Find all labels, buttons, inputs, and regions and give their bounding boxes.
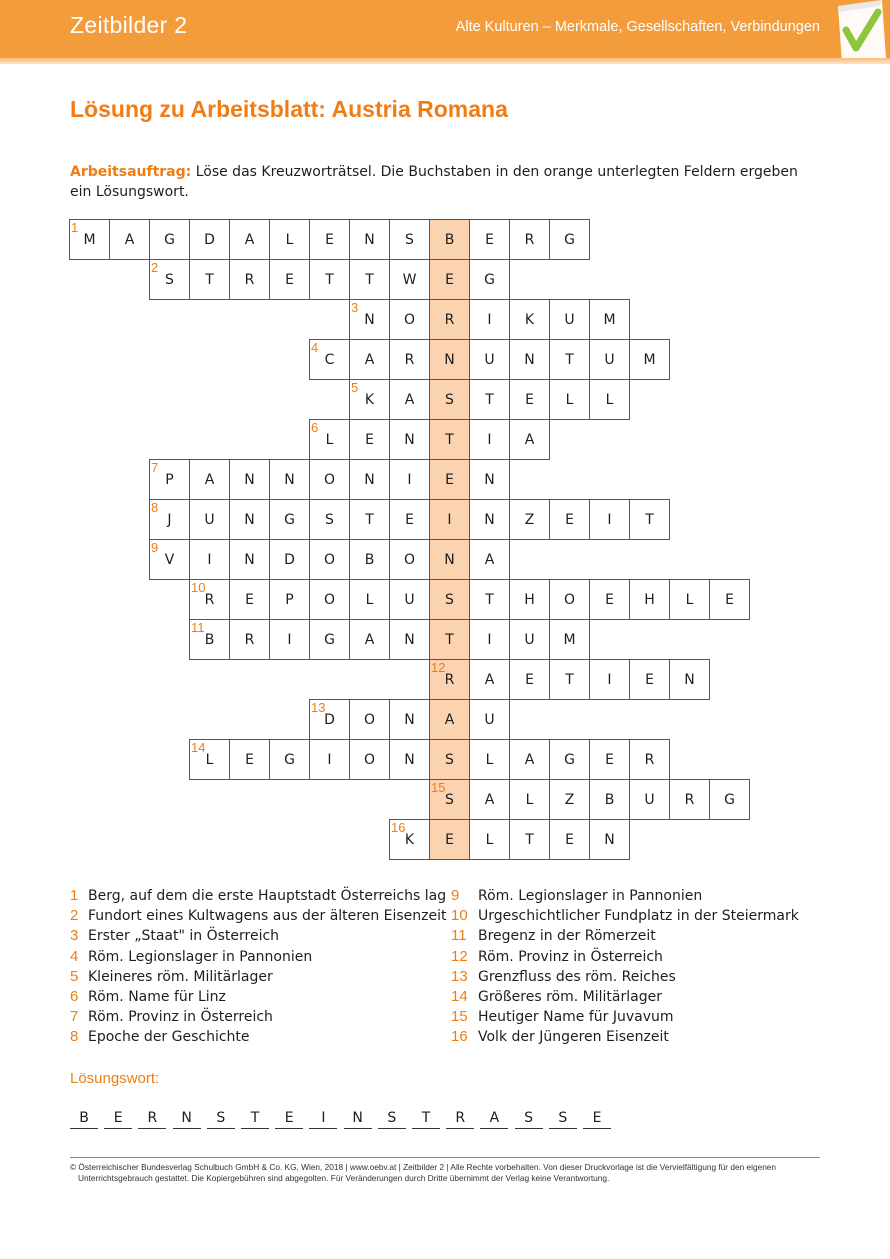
crossword-cell: R	[629, 739, 670, 780]
crossword-cell: E	[549, 819, 590, 860]
crossword-cell: R	[669, 779, 710, 820]
crossword-clue-number: 14	[191, 740, 206, 755]
solution-letter: B	[70, 1108, 98, 1129]
crossword-cell: E	[429, 259, 470, 300]
crossword-cell: N	[429, 539, 470, 580]
crossword-cell: K	[509, 299, 550, 340]
crossword-cell: S	[389, 219, 430, 260]
clue-number: 10	[451, 907, 468, 925]
crossword-cell: B	[189, 619, 230, 660]
task-label: Arbeitsauftrag:	[70, 164, 192, 180]
clue-item	[451, 886, 799, 906]
solution-letter: E	[275, 1108, 303, 1129]
crossword-cell: I	[389, 459, 430, 500]
crossword-cell: N	[229, 459, 270, 500]
crossword-cell: U	[589, 339, 630, 380]
crossword-cell: A	[109, 219, 150, 260]
crossword-cell: T	[469, 379, 510, 420]
clue-item	[451, 906, 799, 926]
clue-item	[70, 886, 447, 906]
clue-item	[451, 1027, 799, 1047]
crossword-cell: S	[429, 779, 470, 820]
solution-letter: R	[138, 1108, 166, 1129]
crossword-cell: W	[389, 259, 430, 300]
crossword-cell: U	[189, 499, 230, 540]
crossword-cell: O	[389, 539, 430, 580]
crossword-clue-number: 9	[151, 540, 159, 555]
crossword-cell: I	[589, 659, 630, 700]
crossword-cell: T	[549, 339, 590, 380]
crossword-clue-number: 8	[151, 500, 159, 515]
crossword-cell: M	[629, 339, 670, 380]
clue-text: Volk der Jüngeren Eisenzeit	[478, 1029, 669, 1046]
check-mark-icon	[820, 0, 890, 64]
crossword-cell: A	[429, 699, 470, 740]
crossword-cell: V	[149, 539, 190, 580]
clue-number: 6	[70, 988, 79, 1006]
crossword-cell: T	[509, 819, 550, 860]
crossword-cell: L	[189, 739, 230, 780]
crossword-cell: R	[229, 259, 270, 300]
crossword-cell: I	[269, 619, 310, 660]
crossword-cell: G	[309, 619, 350, 660]
crossword-cell: A	[509, 739, 550, 780]
crossword-cell: L	[469, 819, 510, 860]
crossword-cell: A	[509, 419, 550, 460]
clue-number: 7	[70, 1008, 79, 1026]
crossword-cell: P	[149, 459, 190, 500]
crossword-cell: L	[269, 219, 310, 260]
crossword-cell: U	[509, 619, 550, 660]
clue-number: 1	[70, 887, 79, 904]
crossword-cell: G	[469, 259, 510, 300]
crossword-cell: N	[469, 459, 510, 500]
crossword-clue-number: 16	[391, 820, 406, 835]
clue-text: Urgeschichtlicher Fundplatz in der Steiermark	[478, 908, 799, 925]
crossword-clue-number: 7	[151, 460, 159, 475]
crossword-cell: A	[389, 379, 430, 420]
clue-number: 12	[451, 947, 468, 965]
crossword-clue-number: 3	[351, 300, 359, 315]
crossword-cell: T	[189, 259, 230, 300]
crossword-cell: A	[189, 459, 230, 500]
crossword-cell: N	[389, 619, 430, 660]
crossword-cell: N	[509, 339, 550, 380]
crossword-cell: L	[509, 779, 550, 820]
crossword-cell: T	[309, 259, 350, 300]
crossword-cell: R	[189, 579, 230, 620]
crossword-cell: I	[469, 419, 510, 460]
clue-number: 11	[451, 927, 467, 945]
crossword-clue-number: 12	[431, 660, 446, 675]
crossword-cell: U	[469, 339, 510, 380]
crossword-cell: I	[469, 619, 510, 660]
crossword-cell: K	[389, 819, 430, 860]
crossword-cell: I	[309, 739, 350, 780]
crossword-cell: R	[229, 619, 270, 660]
clue-number: 16	[451, 1028, 468, 1046]
solution-letter: T	[412, 1108, 440, 1129]
crossword-clue-number: 6	[311, 420, 319, 435]
crossword-cell: I	[189, 539, 230, 580]
crossword-cell: A	[469, 779, 510, 820]
crossword-cell: S	[429, 739, 470, 780]
crossword-cell: I	[469, 299, 510, 340]
crossword-cell: A	[229, 219, 270, 260]
crossword-cell: A	[349, 339, 390, 380]
clue-text: Röm. Name für Linz	[88, 989, 226, 1006]
crossword-cell: E	[229, 579, 270, 620]
crossword-cell: E	[429, 819, 470, 860]
clue-text: Heutiger Name für Juvavum	[478, 1009, 674, 1026]
solution-letter: T	[241, 1108, 269, 1129]
crossword-cell: E	[469, 219, 510, 260]
crossword-cell: E	[349, 419, 390, 460]
crossword-cell: N	[229, 499, 270, 540]
crossword-cell: U	[629, 779, 670, 820]
clue-item	[70, 967, 447, 987]
header-band	[0, 58, 890, 64]
crossword-grid	[70, 220, 770, 860]
crossword-cell: B	[589, 779, 630, 820]
clue-text: Fundort eines Kultwagens aus der älteren Eisenzeit	[88, 908, 447, 925]
crossword-cell: O	[549, 579, 590, 620]
clue-number: 3	[70, 927, 79, 945]
crossword-cell: R	[509, 219, 550, 260]
solution-letter: A	[480, 1108, 508, 1129]
clue-item	[451, 926, 799, 946]
solution-letter: N	[344, 1108, 372, 1129]
crossword-cell: S	[429, 379, 470, 420]
solution-letter: I	[309, 1108, 337, 1129]
crossword-cell: G	[709, 779, 750, 820]
clue-list-right	[451, 886, 799, 1048]
crossword-cell: G	[269, 739, 310, 780]
brand-title: Zeitbilder 2	[70, 12, 188, 38]
crossword-cell: D	[269, 539, 310, 580]
crossword-cell: N	[349, 299, 390, 340]
page-title: Lösung zu Arbeitsblatt: Austria Romana	[70, 96, 508, 122]
clue-text: Größeres röm. Militärlager	[478, 989, 662, 1006]
crossword-cell: L	[669, 579, 710, 620]
crossword-cell: M	[69, 219, 110, 260]
crossword-cell: E	[509, 659, 550, 700]
task-instruction	[70, 162, 820, 202]
clue-number: 14	[451, 988, 468, 1006]
clue-number: 5	[70, 967, 79, 985]
clue-number: 9	[451, 887, 460, 904]
clue-item	[451, 987, 799, 1007]
crossword-cell: E	[629, 659, 670, 700]
crossword-cell: O	[389, 299, 430, 340]
clue-text: Röm. Legionslager in Pannonien	[478, 888, 703, 904]
clue-text: Röm. Legionslager in Pannonien	[88, 948, 313, 965]
crossword-cell: N	[349, 459, 390, 500]
crossword-clue-number: 4	[311, 340, 319, 355]
crossword-cell: G	[149, 219, 190, 260]
crossword-cell: E	[389, 499, 430, 540]
crossword-cell: I	[429, 499, 470, 540]
clue-item	[451, 1007, 799, 1027]
crossword-cell: T	[429, 419, 470, 460]
footer	[70, 1162, 820, 1184]
clue-item	[451, 947, 799, 967]
clue-text: Röm. Provinz in Österreich	[478, 948, 663, 965]
crossword-cell: T	[469, 579, 510, 620]
crossword-cell: G	[549, 219, 590, 260]
crossword-cell: M	[589, 299, 630, 340]
clue-text: Berg, auf dem die erste Hauptstadt Österreichs lag	[88, 888, 447, 904]
header-subtitle: Alte Kulturen – Merkmale, Gesellschaften, Verbindungen	[455, 19, 820, 35]
task-text: Löse das Kreuzworträtsel. Die Buchstaben in den orange unterlegten Feldern ergeben ein Lösungswort.	[70, 164, 798, 200]
crossword-cell: U	[549, 299, 590, 340]
crossword-cell: T	[429, 619, 470, 660]
crossword-cell: H	[509, 579, 550, 620]
crossword-cell: L	[309, 419, 350, 460]
crossword-cell: R	[389, 339, 430, 380]
solution-letter: R	[446, 1108, 474, 1129]
crossword-cell: I	[589, 499, 630, 540]
clue-item	[70, 987, 447, 1007]
crossword-cell: B	[349, 539, 390, 580]
crossword-cell: T	[629, 499, 670, 540]
clue-number: 15	[451, 1008, 468, 1026]
clue-text: Röm. Provinz in Österreich	[88, 1009, 273, 1026]
crossword-cell: U	[469, 699, 510, 740]
crossword-cell: N	[229, 539, 270, 580]
crossword-cell: G	[549, 739, 590, 780]
crossword-cell: E	[589, 579, 630, 620]
clue-item	[70, 947, 447, 967]
crossword-cell: A	[349, 619, 390, 660]
footer-divider	[70, 1157, 820, 1158]
solution-letter: E	[104, 1108, 132, 1129]
clue-item	[451, 967, 799, 987]
crossword-cell: N	[669, 659, 710, 700]
crossword-cell: R	[429, 659, 470, 700]
clue-text: Kleineres röm. Militärlager	[88, 968, 273, 985]
crossword-cell: L	[589, 379, 630, 420]
clue-text: Erster „Staat" in Österreich	[88, 928, 280, 945]
solution-letter: N	[173, 1108, 201, 1129]
crossword-cell: E	[549, 499, 590, 540]
crossword-cell: N	[389, 699, 430, 740]
solution-letter: S	[549, 1108, 577, 1129]
clue-item	[70, 926, 447, 946]
clue-number: 8	[70, 1028, 79, 1046]
clue-text: Bregenz in der Römerzeit	[478, 928, 656, 945]
crossword-clue-number: 10	[191, 580, 206, 595]
crossword-cell: L	[549, 379, 590, 420]
clue-text: Grenzfluss des röm. Reiches	[478, 968, 676, 985]
crossword-cell: O	[349, 739, 390, 780]
crossword-cell: O	[309, 579, 350, 620]
clue-item	[70, 1007, 447, 1027]
crossword-clue-number: 13	[311, 700, 326, 715]
crossword-cell: L	[469, 739, 510, 780]
crossword-cell: H	[629, 579, 670, 620]
clue-number: 2	[70, 907, 79, 925]
solution-letter: S	[207, 1108, 235, 1129]
crossword-cell: E	[509, 379, 550, 420]
crossword-cell: A	[469, 539, 510, 580]
crossword-clue-number: 15	[431, 780, 446, 795]
crossword-clue-number: 5	[351, 380, 359, 395]
solution-letter: S	[515, 1108, 543, 1129]
crossword-cell: E	[589, 739, 630, 780]
header-bar	[0, 0, 890, 58]
crossword-cell: P	[269, 579, 310, 620]
crossword-cell: A	[469, 659, 510, 700]
crossword-cell: T	[349, 259, 390, 300]
crossword-cell: O	[309, 459, 350, 500]
clue-number: 13	[451, 967, 468, 985]
clue-item	[70, 906, 447, 926]
solution-letter: S	[378, 1108, 406, 1129]
crossword-cell: Z	[549, 779, 590, 820]
crossword-cell: J	[149, 499, 190, 540]
crossword-cell: E	[429, 459, 470, 500]
crossword-cell: N	[349, 219, 390, 260]
crossword-cell: N	[389, 739, 430, 780]
crossword-cell: S	[149, 259, 190, 300]
crossword-clue-number: 11	[191, 620, 205, 635]
crossword-cell: B	[429, 219, 470, 260]
crossword-cell: N	[269, 459, 310, 500]
crossword-cell: N	[429, 339, 470, 380]
crossword-cell: S	[309, 499, 350, 540]
crossword-cell: Z	[509, 499, 550, 540]
clue-list-left	[70, 886, 447, 1048]
crossword-cell: E	[269, 259, 310, 300]
clue-number: 4	[70, 947, 79, 965]
solution-letter: E	[583, 1108, 611, 1129]
crossword-cell: O	[309, 539, 350, 580]
crossword-cell: G	[269, 499, 310, 540]
clue-text: Epoche der Geschichte	[88, 1029, 250, 1046]
crossword-cell: D	[189, 219, 230, 260]
crossword-cell: E	[709, 579, 750, 620]
crossword-cell: C	[309, 339, 350, 380]
crossword-cell: S	[429, 579, 470, 620]
crossword-clue-number: 2	[151, 260, 159, 275]
crossword-cell: T	[349, 499, 390, 540]
crossword-cell: N	[589, 819, 630, 860]
crossword-cell: O	[349, 699, 390, 740]
crossword-cell: E	[229, 739, 270, 780]
solution-label: Lösungswort:	[70, 1070, 160, 1087]
footer-line-2: Unterrichtsgebrauch gestattet. Die Kopiergebühren sind abgegolten. Für Veränderungen durch Dritte übernimmt der Verlag keine Verantwortung.	[78, 1173, 610, 1183]
crossword-cell: N	[389, 419, 430, 460]
crossword-cell: N	[469, 499, 510, 540]
crossword-cell: R	[429, 299, 470, 340]
crossword-cell: K	[349, 379, 390, 420]
crossword-cell: E	[309, 219, 350, 260]
crossword-cell: U	[389, 579, 430, 620]
footer-line-1: © Österreichischer Bundesverlag Schulbuch GmbH & Co. KG, Wien, 2018 | www.oebv.at | Zeitbilder 2 | Alle Rechte vorbehalten. Von dieser Druckvorlage ist die Vervielfältigung für den eigenen	[70, 1162, 777, 1172]
crossword-cell: L	[349, 579, 390, 620]
crossword-clue-number: 1	[71, 220, 79, 235]
crossword-cell: T	[549, 659, 590, 700]
crossword-cell: M	[549, 619, 590, 660]
crossword-cell: D	[309, 699, 350, 740]
clue-item	[70, 1027, 447, 1047]
